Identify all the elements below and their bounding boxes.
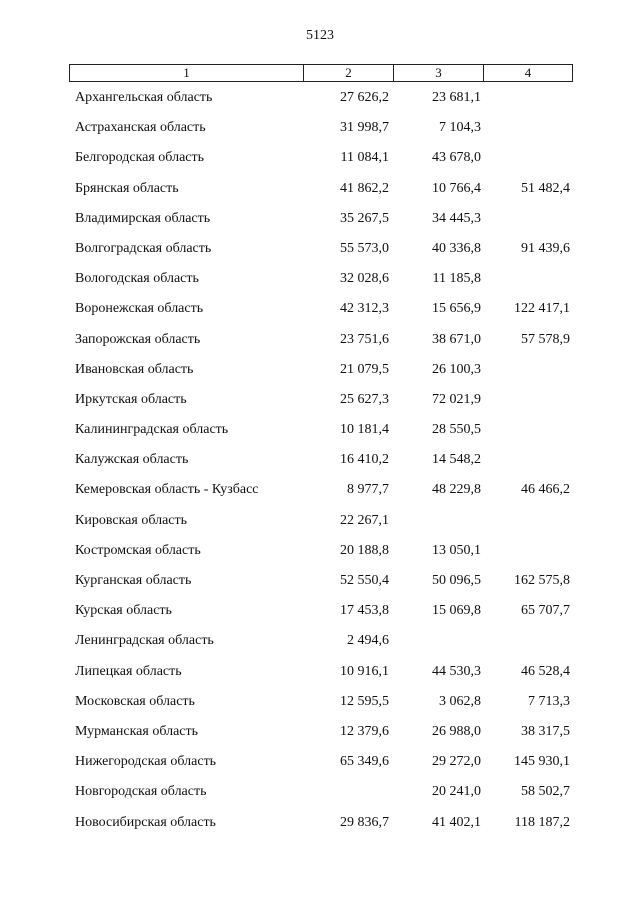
region-name: Архангельская область <box>75 90 213 105</box>
table-body <box>0 87 640 842</box>
value-col-4: 46 528,4 <box>521 663 570 679</box>
value-col-3: 10 766,4 <box>432 180 481 196</box>
value-col-3: 43 678,0 <box>432 150 481 166</box>
table-row <box>0 147 640 177</box>
value-col-2: 27 626,2 <box>340 90 389 105</box>
region-name: Владимирская область <box>75 210 211 226</box>
value-col-2: 8 977,7 <box>347 482 389 498</box>
region-name: Воронежская область <box>75 301 204 317</box>
table-row <box>0 812 640 842</box>
table-row <box>0 721 640 751</box>
table-row <box>0 449 640 479</box>
value-col-4: 65 707,7 <box>521 603 570 619</box>
value-col-3: 72 021,9 <box>432 391 481 407</box>
value-col-3: 29 272,0 <box>432 754 481 770</box>
value-col-2: 2 494,6 <box>347 633 389 649</box>
value-col-3: 23 681,1 <box>432 90 481 105</box>
table-row <box>0 238 640 268</box>
region-name: Астраханская область <box>75 120 206 136</box>
value-col-4: 122 417,1 <box>514 301 570 317</box>
region-name: Ивановская область <box>75 361 194 377</box>
table-row <box>0 329 640 359</box>
table-row <box>0 359 640 389</box>
table-row <box>0 781 640 811</box>
value-col-4: 91 439,6 <box>521 240 570 256</box>
region-name: Кировская область <box>75 512 188 528</box>
value-col-4: 58 502,7 <box>521 784 570 800</box>
value-col-2: 20 188,8 <box>340 542 389 558</box>
region-name: Нижегородская область <box>75 754 217 770</box>
table-row <box>0 510 640 540</box>
table-row <box>0 570 640 600</box>
region-name: Волгоградская область <box>75 240 212 256</box>
value-col-4: 7 713,3 <box>528 693 570 709</box>
value-col-3: 50 096,5 <box>432 573 481 588</box>
value-col-2: 29 836,7 <box>340 814 389 830</box>
region-name: Мурманская область <box>75 723 199 739</box>
value-col-2: 21 079,5 <box>340 361 389 377</box>
region-name: Иркутская область <box>75 391 187 407</box>
value-col-2: 31 998,7 <box>340 120 389 136</box>
region-name: Запорожская область <box>75 331 201 347</box>
table-row <box>0 178 640 208</box>
value-col-2: 35 267,5 <box>340 210 389 226</box>
value-col-2: 10 181,4 <box>340 422 389 438</box>
value-col-4: 118 187,2 <box>514 814 570 830</box>
value-col-2: 10 916,1 <box>340 663 389 679</box>
column-header-3: 3 <box>394 65 484 82</box>
column-header-2: 2 <box>304 65 394 82</box>
value-col-4: 38 317,5 <box>521 723 570 739</box>
column-header-4: 4 <box>484 65 573 82</box>
column-header-1: 1 <box>70 65 304 82</box>
table-row <box>0 298 640 328</box>
table-row <box>0 751 640 781</box>
page-number: 5123 <box>306 28 334 43</box>
value-col-2: 23 751,6 <box>340 331 389 347</box>
column-header-table <box>69 64 573 82</box>
region-name: Новосибирская область <box>75 814 216 830</box>
value-col-3: 20 241,0 <box>432 784 481 800</box>
value-col-3: 11 185,8 <box>432 271 481 287</box>
region-name: Кемеровская область - Кузбасс <box>75 482 259 498</box>
value-col-2: 55 573,0 <box>340 240 389 256</box>
value-col-2: 25 627,3 <box>340 391 389 407</box>
region-name: Калининградская область <box>75 422 229 438</box>
table-row <box>0 691 640 721</box>
value-col-2: 41 862,2 <box>340 180 389 196</box>
table-row <box>0 479 640 509</box>
value-col-3: 48 229,8 <box>432 482 481 498</box>
value-col-3: 28 550,5 <box>432 422 481 438</box>
value-col-3: 7 104,3 <box>439 120 481 136</box>
region-name: Калужская область <box>75 452 189 468</box>
value-col-2: 65 349,6 <box>340 754 389 770</box>
region-name: Белгородская область <box>75 150 205 166</box>
table-row <box>0 419 640 449</box>
table-row <box>0 540 640 570</box>
value-col-3: 14 548,2 <box>432 452 481 468</box>
value-col-4: 51 482,4 <box>521 180 570 196</box>
value-col-3: 34 445,3 <box>432 210 481 226</box>
region-name: Вологодская область <box>75 271 199 287</box>
value-col-2: 22 267,1 <box>340 512 389 528</box>
region-name: Московская область <box>75 693 195 709</box>
table-row <box>0 208 640 238</box>
column-header-row <box>70 65 573 82</box>
value-col-3: 44 530,3 <box>432 663 481 679</box>
value-col-3: 38 671,0 <box>432 331 481 347</box>
value-col-4: 162 575,8 <box>514 573 570 588</box>
table-row <box>0 268 640 298</box>
value-col-2: 12 379,6 <box>340 723 389 739</box>
value-col-3: 15 069,8 <box>432 603 481 619</box>
value-col-3: 15 656,9 <box>432 301 481 317</box>
value-col-2: 52 550,4 <box>340 573 389 588</box>
value-col-3: 41 402,1 <box>432 814 481 830</box>
table-row <box>0 117 640 147</box>
value-col-3: 3 062,8 <box>439 693 481 709</box>
value-col-3: 40 336,8 <box>432 240 481 256</box>
table-row <box>0 389 640 419</box>
region-name: Костромская область <box>75 542 201 558</box>
table-row <box>0 87 640 117</box>
region-name: Брянская область <box>75 180 179 196</box>
region-name: Липецкая область <box>75 663 182 679</box>
value-col-2: 32 028,6 <box>340 271 389 287</box>
table-row <box>0 600 640 630</box>
value-col-2: 12 595,5 <box>340 693 389 709</box>
region-name: Курская область <box>75 603 172 619</box>
value-col-3: 26 100,3 <box>432 361 481 377</box>
value-col-2: 42 312,3 <box>340 301 389 317</box>
value-col-2: 11 084,1 <box>340 150 389 166</box>
value-col-3: 26 988,0 <box>432 723 481 739</box>
value-col-3: 13 050,1 <box>432 542 481 558</box>
value-col-4: 145 930,1 <box>514 754 570 770</box>
value-col-4: 46 466,2 <box>521 482 570 498</box>
region-name: Курганская область <box>75 573 192 588</box>
value-col-4: 57 578,9 <box>521 331 570 347</box>
value-col-2: 16 410,2 <box>340 452 389 468</box>
region-name: Ленинградская область <box>75 633 214 649</box>
value-col-2: 17 453,8 <box>340 603 389 619</box>
table-row <box>0 661 640 691</box>
table-row <box>0 630 640 660</box>
region-name: Новгородская область <box>75 784 207 800</box>
